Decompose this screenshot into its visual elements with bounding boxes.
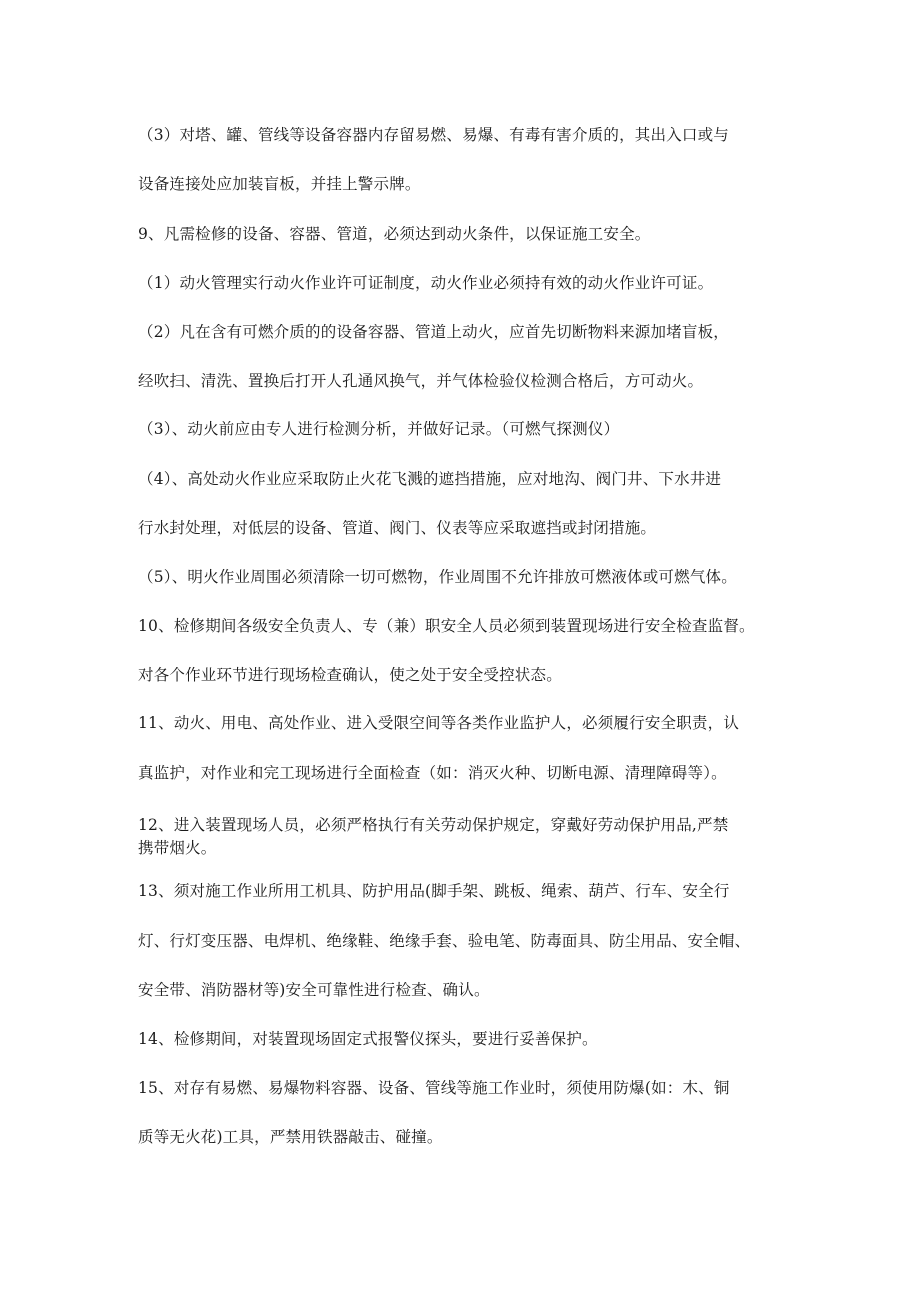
text-line-1: （3）对塔、罐、管线等设备容器内存留易燃、易爆、有毒有害介质的，其出入口或与 <box>138 126 729 144</box>
text-line-13: 11、动火、用电、高处作业、进入受限空间等各类作业监护人，必须履行安全职责，认 <box>138 714 740 732</box>
text-line-17: 13、须对施工作业所用工机具、防护用品(脚手架、跳板、绳索、葫芦、行车、安全行 <box>138 882 730 900</box>
text-line-18: 灯、行灯变压器、电焊机、绝缘鞋、绝缘手套、验电笔、防毒面具、防尘用品、安全帽、 <box>138 932 751 950</box>
text-line-11: 10、检修期间各级安全负责人、专（兼）职安全人员必须到装置现场进行安全检查监督。 <box>138 617 755 635</box>
text-line-12: 对各个作业环节进行现场检查确认，使之处于安全受控状态。 <box>138 666 562 684</box>
text-line-2: 设备连接处应加装盲板，并挂上警示牌。 <box>138 175 421 193</box>
text-line-21: 15、对存有易燃、易爆物料容器、设备、管线等施工作业时，须使用防爆(如：木、铜 <box>138 1079 730 1097</box>
text-line-10: （5）、明火作业周围必须清除一切可燃物，作业周围不允许排放可燃液体或可燃气体。 <box>138 568 737 586</box>
text-line-7: （3）、动火前应由专人进行检测分析，并做好记录。（可燃气探测仪） <box>138 420 620 438</box>
text-line-19: 安全带、消防器材等)安全可靠性进行检查、确认。 <box>138 981 490 999</box>
text-line-3: 9、凡需检修的设备、容器、管道，必须达到动火条件，以保证施工安全。 <box>138 225 651 243</box>
text-line-6: 经吹扫、清洗、置换后打开人孔通风换气，并气体检验仪检测合格后，方可动火。 <box>138 372 704 390</box>
text-line-15: 12、进入装置现场人员，必须严格执行有关劳动保护规定，穿戴好劳动保护用品,严禁 <box>138 816 729 834</box>
text-line-14: 真监护，对作业和完工现场进行全面检查（如：消灭火种、切断电源、清理障碍等）。 <box>138 764 727 782</box>
text-line-16: 携带烟火。 <box>138 839 217 857</box>
text-line-20: 14、检修期间，对装置现场固定式报警仪探头，要进行妥善保护。 <box>138 1030 598 1048</box>
text-line-22: 质等无火花)工具，严禁用铁器敲击、碰撞。 <box>138 1128 443 1146</box>
text-line-8: （4）、高处动火作业应采取防止火花飞溅的遮挡措施，应对地沟、阀门井、下水井进 <box>138 470 722 488</box>
text-line-9: 行水封处理，对低层的设备、管道、阀门、仪表等应采取遮挡或封闭措施。 <box>138 519 657 537</box>
text-line-5: （2）凡在含有可燃介质的的设备容器、管道上动火，应首先切断物料来源加堵盲板， <box>138 323 729 341</box>
text-line-4: （1）动火管理实行动火作业许可证制度，动火作业必须持有效的动火作业许可证。 <box>138 274 714 292</box>
